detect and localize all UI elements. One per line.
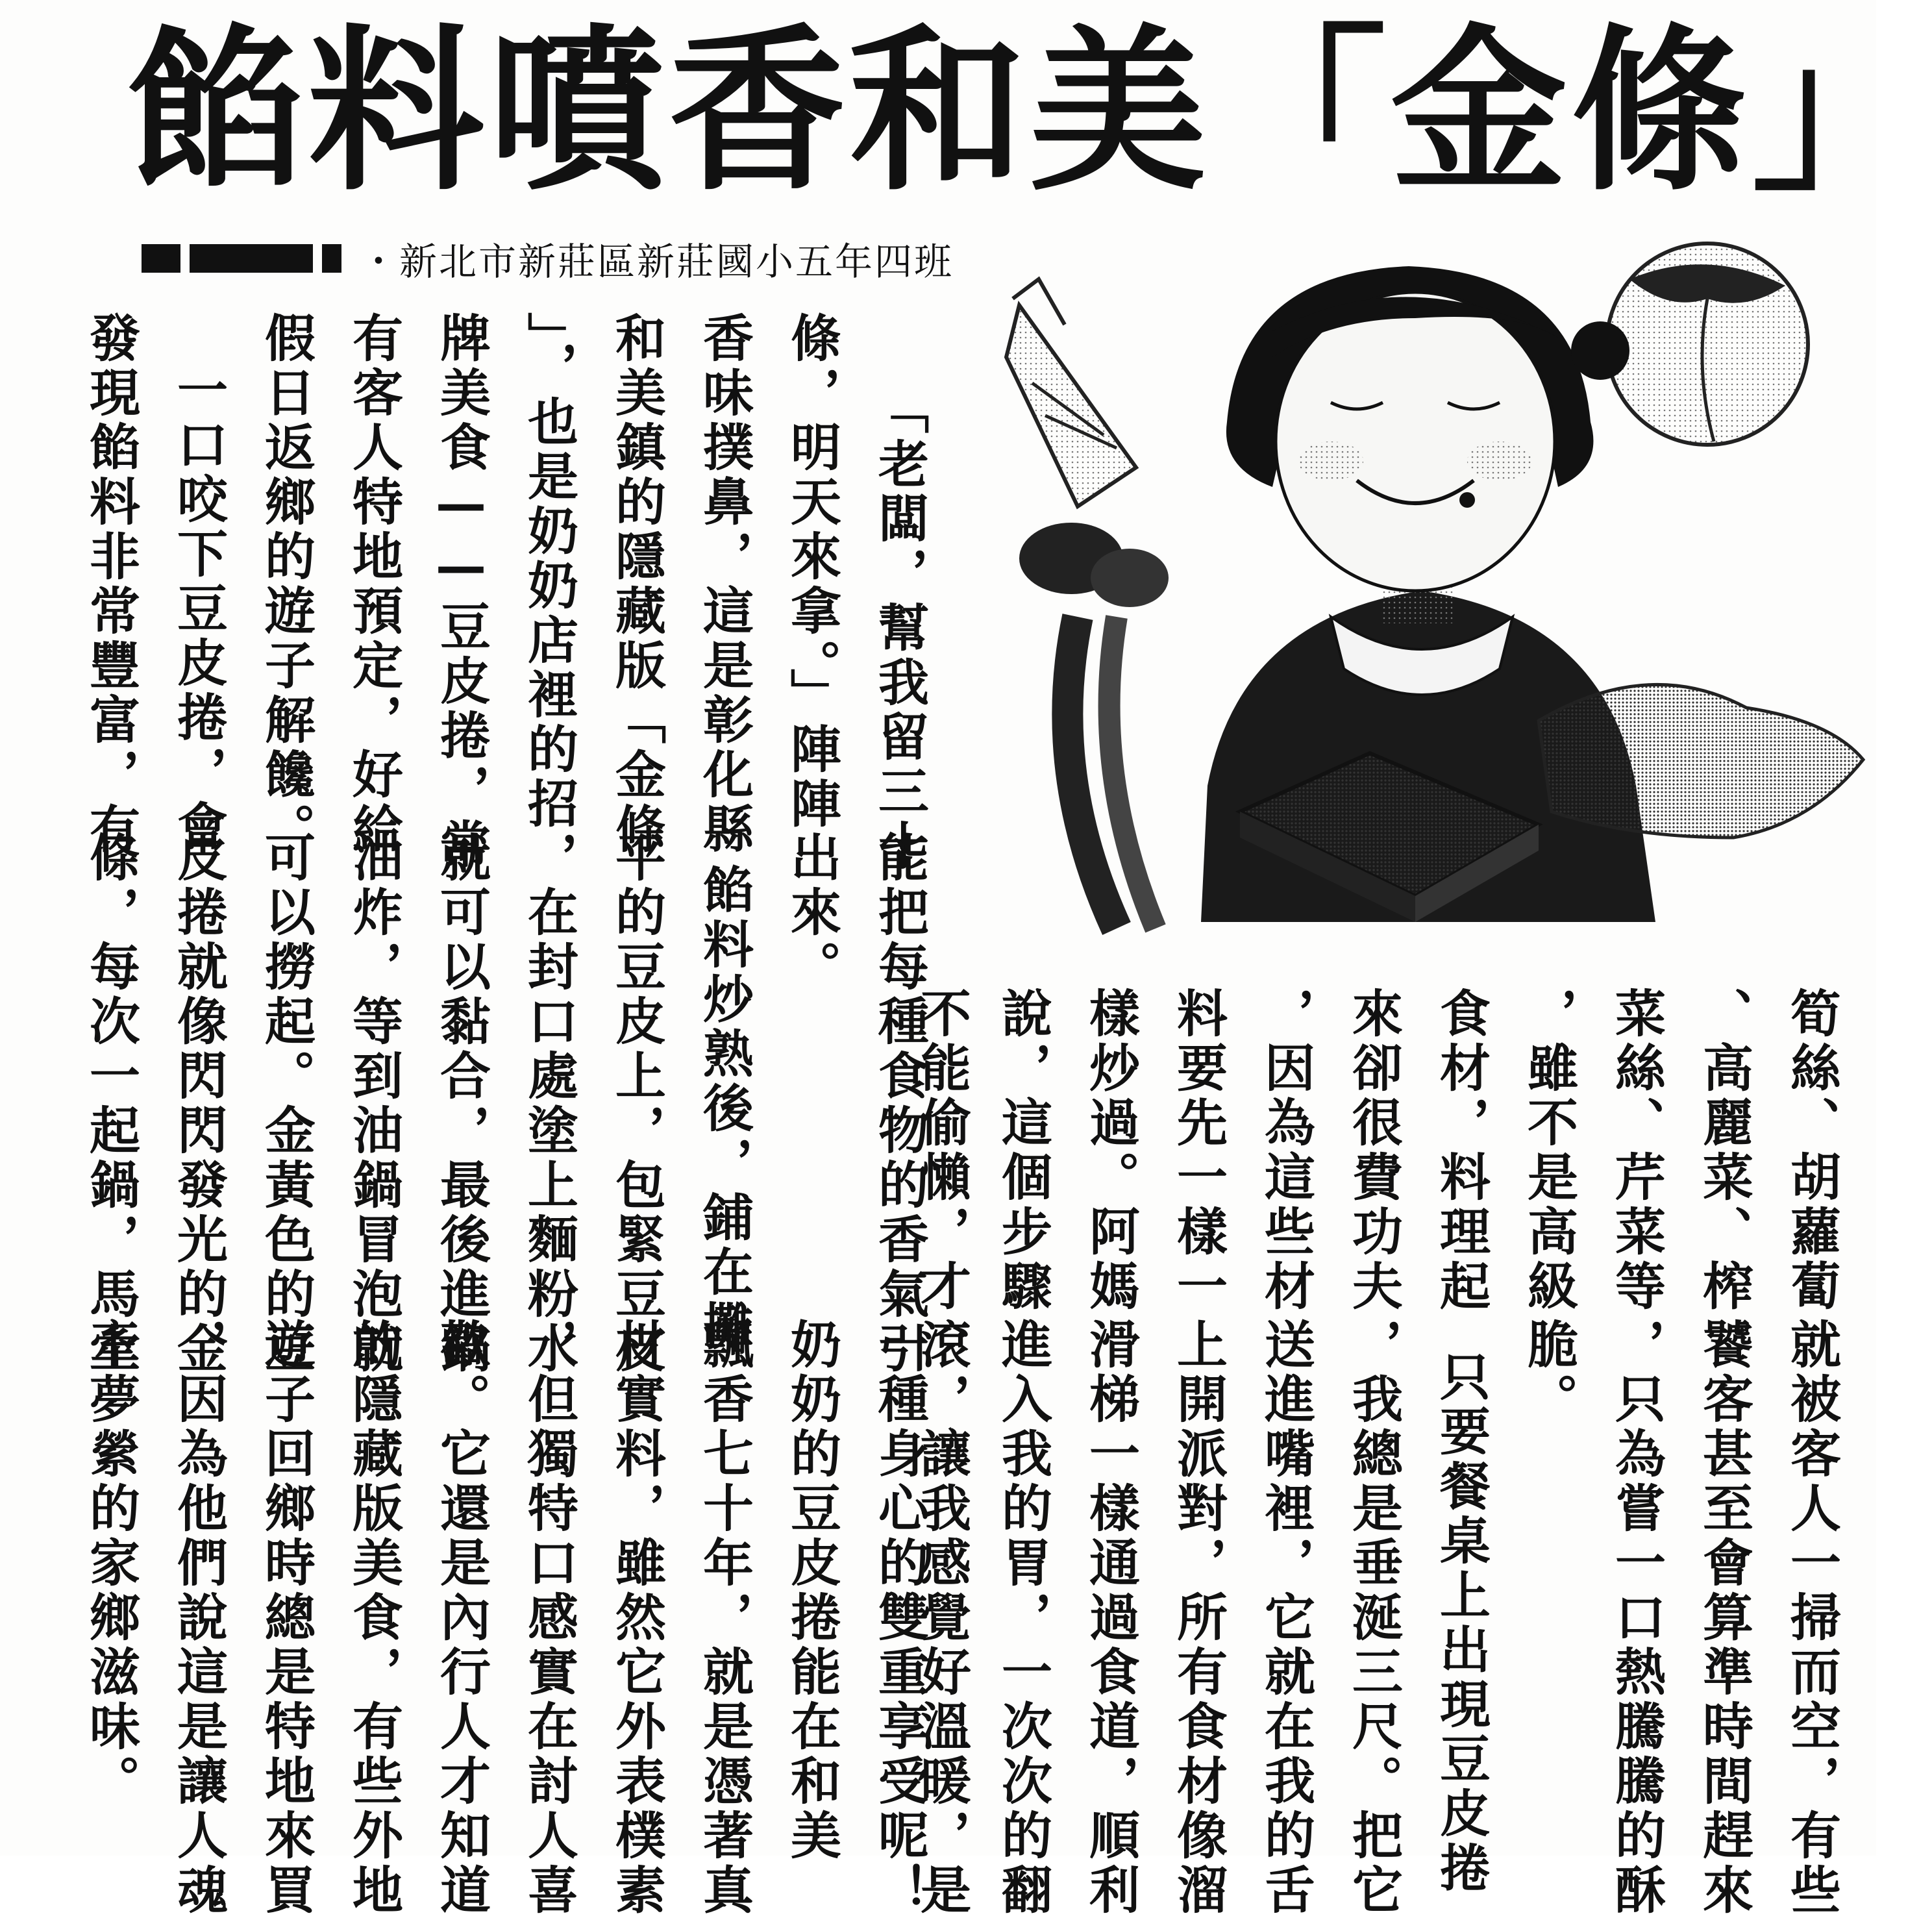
text-column: 來卻很費功夫 [1344, 987, 1402, 1314]
illustration-girl-vegetables [967, 253, 1876, 948]
text-column: 假日返鄉的遊子解饞。 [256, 312, 315, 857]
text-column: ，只為嘗一口熱騰騰的酥 [1607, 1318, 1665, 1918]
bamboo-shoot-icon [1006, 279, 1136, 506]
text-column: 、高麗菜、榨 [1694, 987, 1753, 1314]
text-column: 香味撲鼻，這是彰化縣 [695, 312, 753, 857]
article-title: 餡料噴香和美「金條」 [127, 10, 1932, 215]
text-column: 送進嘴裡，它就在我的舌 [1256, 1318, 1315, 1918]
text-column: ，我總是垂涎三尺。把它 [1344, 1318, 1402, 1918]
text-column: 餡料炒熟後，鋪在攤 [695, 864, 753, 1354]
text-column: 皮捲就像閃閃發光的金 [169, 831, 227, 1376]
text-column: 出來。 [782, 831, 841, 995]
text-column: 一口咬下豆皮捲，會 [169, 364, 227, 854]
cloth-icon [1539, 684, 1863, 838]
text-column: 歡。它還是內行人才知道 [432, 1318, 490, 1918]
byline [142, 232, 954, 284]
text-column: 滑梯一樣通過食道，順利 [1081, 1318, 1139, 1918]
text-column: 饕客甚至會算準時間趕來 [1694, 1318, 1753, 1918]
text-column: 飄香七十年，就是憑著真 [695, 1318, 753, 1918]
text-column: 的隱藏版美食，有些外地 [344, 1318, 402, 1918]
text-column: 不能偷懶，才 [912, 987, 971, 1314]
text-column: 牽夢縈的家鄉滋味。 [81, 1318, 140, 1809]
text-column: 一種身心的雙重享受呢！ [870, 1318, 928, 1918]
text-column: ，因為他們說這是讓人魂 [169, 1318, 227, 1918]
text-column: 只要餐桌上出現豆皮捲 [1431, 1351, 1490, 1896]
text-column: ，雖不是高級 [1519, 987, 1578, 1314]
celery-icon [1019, 523, 1169, 928]
text-column: 平的豆皮上，包緊豆皮 [607, 831, 665, 1376]
redacted-name-block [190, 244, 313, 273]
text-column: 滾，讓我感覺好溫暖，是 [912, 1318, 971, 1918]
text-column: 食材，料理起 [1431, 987, 1490, 1314]
text-column: 菜絲、芹菜等 [1607, 987, 1665, 1314]
text-column: 說，這個步驟 [993, 987, 1052, 1314]
text-column: ，因為這些材 [1256, 987, 1315, 1314]
text-column: 發現餡料非常豐富，有 [81, 312, 140, 857]
text-column: ，在封口處塗上麵粉水 [519, 831, 578, 1376]
text-column: 上開派對，所有食材像溜 [1169, 1318, 1227, 1918]
text-column: 條，每次一起鍋，馬上 [81, 831, 140, 1376]
text-column: 料要先一樣一 [1169, 987, 1227, 1314]
redacted-name-block [322, 244, 341, 273]
text-column: 遊子回鄉時總是特地來買 [256, 1318, 315, 1918]
text-column: 油炸，等到油鍋冒泡就 [344, 831, 402, 1376]
text-column: 進入我的胃，一次次的翻 [993, 1318, 1052, 1918]
redacted-name-block [142, 244, 180, 273]
text-column: 就可以黏合，最後進鍋 [432, 831, 490, 1376]
text-column: 樣炒過。阿媽 [1081, 987, 1139, 1314]
text-column: 材實料，雖然它外表樸素 [607, 1318, 665, 1918]
byline-school: ・新北市新莊區新莊國小五年四班 [360, 240, 954, 284]
text-column: 可以撈起。金黃色的豆 [256, 831, 315, 1376]
text-column: 能把每種食物的香氣引 [870, 831, 928, 1376]
text-column: 有客人特地預定，好給 [344, 312, 402, 857]
text-column: 和美鎮的隱藏版「金條 [607, 312, 665, 857]
text-column: 」，也是奶奶店裡的招 [519, 312, 578, 832]
text-column: 條，明天來拿。」陣陣 [782, 312, 841, 832]
text-column: ，但獨特口感實在討人喜 [519, 1318, 578, 1918]
text-column: 奶奶的豆皮捲能在和美 [782, 1318, 841, 1863]
text-column: 牌美食——豆皮捲，常 [432, 312, 490, 873]
text-column: 「老闆，幫我留三十 [870, 383, 928, 874]
text-column: 筍絲、胡蘿蔔 [1782, 987, 1840, 1314]
cabbage-icon [1607, 243, 1808, 445]
text-column: 脆。 [1519, 1318, 1578, 1427]
text-column: 就被客人一掃而空，有些 [1782, 1318, 1840, 1918]
